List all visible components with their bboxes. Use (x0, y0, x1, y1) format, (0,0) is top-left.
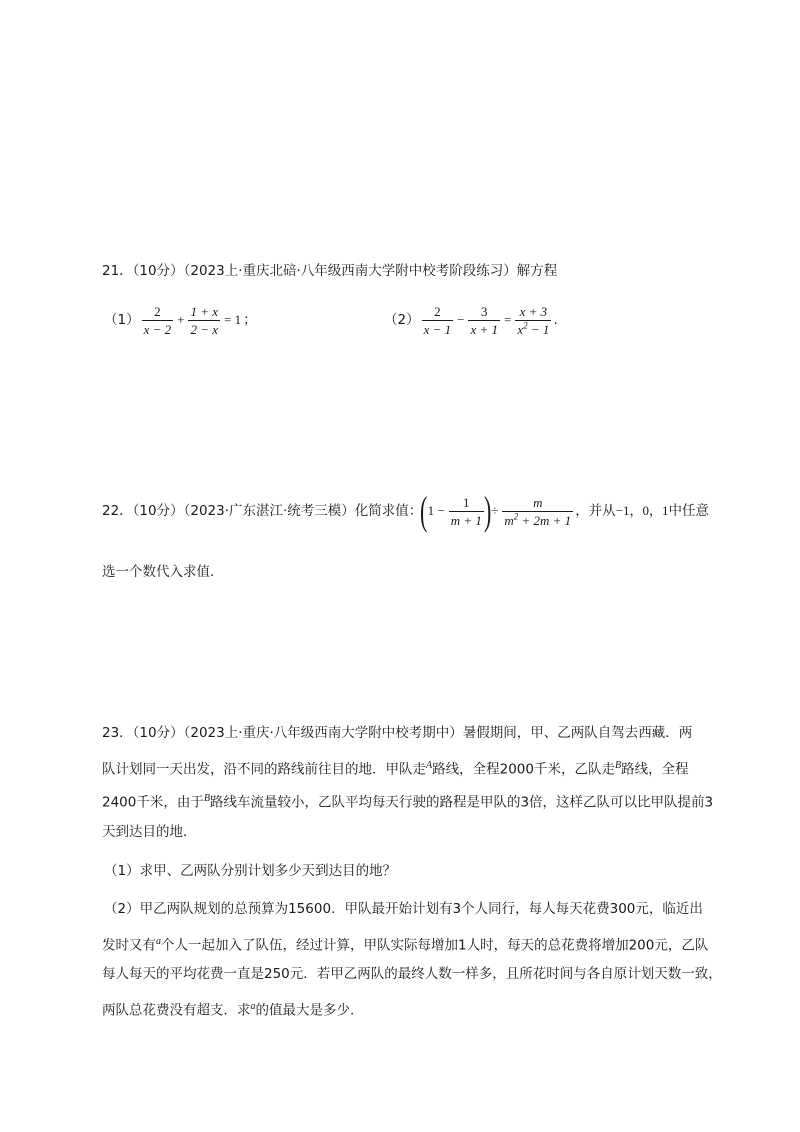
text-segment: 发时又有 (102, 937, 156, 954)
q23-line-2 (102, 756, 689, 780)
fraction-numerator: 2 (434, 303, 441, 319)
q21-p1-label: （1） (104, 312, 140, 328)
q22-tail-2: 中任意 (668, 503, 710, 519)
den-var: m (504, 512, 514, 528)
q21-p2-label: （2） (384, 312, 420, 328)
q23-line-3 (102, 789, 713, 813)
minus-sign: − (457, 312, 465, 327)
q21-part1 (104, 300, 257, 340)
fraction-numerator: 1 (463, 494, 470, 510)
fraction-denominator: x − 1 (423, 321, 452, 337)
fraction-denominator: x + 1 (470, 321, 499, 337)
symbol-B: B (614, 760, 622, 771)
divide-sign: ÷ (491, 503, 499, 518)
right-paren: ) (483, 488, 492, 533)
fraction-numerator: m (533, 494, 543, 510)
fraction-numerator: 1 + x (190, 303, 219, 319)
q23-sub-2-line-2 (102, 932, 708, 956)
text-segment: 个人一起加入了队伍，经过计算，甲队实际每增加1人时，每天的总花费将增加200元，乙队 (161, 937, 709, 954)
den-rest: + 2m + 1 (518, 512, 572, 528)
fraction-numerator: 2 (154, 303, 161, 319)
q23-sub-2-line-4 (102, 997, 354, 1021)
symbol-B: B (203, 793, 210, 804)
q23-line-1: 23．（10分）（2023上·重庆·八年级西南大学附中校考期中）暑假期间，甲、乙两队自驾去西藏．两 (102, 725, 693, 741)
left-paren: ( (420, 488, 428, 533)
exponent: 2 (523, 320, 528, 331)
text-segment: 路线，全程2000千米，乙队走 (432, 761, 615, 778)
text-segment: 的值最大是多少. (255, 1002, 355, 1019)
q21-p2-fraction-2 (468, 304, 500, 337)
q22-tail: ，并从 (575, 503, 616, 519)
one-minus: 1 − (427, 503, 445, 518)
period: . (553, 312, 558, 328)
exponent: 2 (513, 511, 519, 522)
q23-sub-1: （1）求甲、乙两队分别计划多少天到达目的地？ (104, 863, 397, 879)
fraction-denominator (515, 320, 551, 337)
q21-p1-fraction-1 (142, 304, 174, 337)
q21-p2-fraction-3 (515, 304, 551, 337)
den-rest: − 1 (527, 321, 550, 337)
text-segment: 队计划同一天出发，沿不同的路线前往目的地．甲队走 (102, 761, 426, 778)
q22-expression (420, 488, 575, 533)
q22-line-2: 选一个数代入求值. (102, 564, 215, 580)
fraction-denominator: x − 2 (143, 321, 172, 337)
symbol-A: A (426, 760, 433, 771)
den-var: x (517, 321, 524, 337)
q23-sub-2-line-3: 每人每天的平均花费一直是250元．若甲乙两队的最终人数一样多，且所花时间与各自原计划天数一致， (102, 966, 722, 982)
fraction-numerator: x + 3 (519, 303, 548, 319)
q22-fraction-1 (449, 495, 484, 528)
q23-sub-2-line-1: （2）甲乙两队规划的总预算为15600．甲队最开始计划有3个人同行，每人每天花费300元，临近出 (104, 901, 703, 917)
q21-p1-fraction-2 (188, 304, 220, 337)
plus-sign: + (177, 312, 185, 327)
q23-line-4: 天到达目的地． (102, 824, 197, 840)
fraction-denominator: m + 1 (450, 512, 482, 528)
semicolon: ； (243, 312, 257, 328)
fraction-denominator (502, 511, 573, 528)
text-segment: 两队总花费没有超支．求 (102, 1002, 251, 1019)
q22-values: −1，0，1 (615, 503, 669, 518)
q22-fraction-2 (502, 495, 573, 528)
equals-one: = 1 (224, 312, 242, 327)
symbol-a: a (156, 936, 161, 947)
symbol-a: a (250, 1001, 256, 1012)
text-segment: 路线车流量较小，乙队平均每天行驶的路程是甲队的3倍，这样乙队可以比甲队提前3 (209, 794, 714, 811)
q21-part2 (384, 300, 558, 340)
text-segment: 2400千米，由于 (102, 794, 204, 811)
q21-p2-fraction-1 (422, 304, 454, 337)
text-segment: 路线，全程 (621, 761, 689, 778)
equals-sign: = (504, 312, 512, 327)
fraction-denominator: 2 − x (190, 321, 219, 337)
q21-header: 21．（10分）（2023上·重庆北碚·八年级西南大学附中校考阶段练习）解方程 (102, 263, 558, 279)
q22-line-1 (102, 486, 709, 536)
fraction-numerator: 3 (481, 303, 488, 319)
q22-header: 22．（10分）（2023·广东湛江·统考三模）化简求值： (102, 503, 423, 519)
